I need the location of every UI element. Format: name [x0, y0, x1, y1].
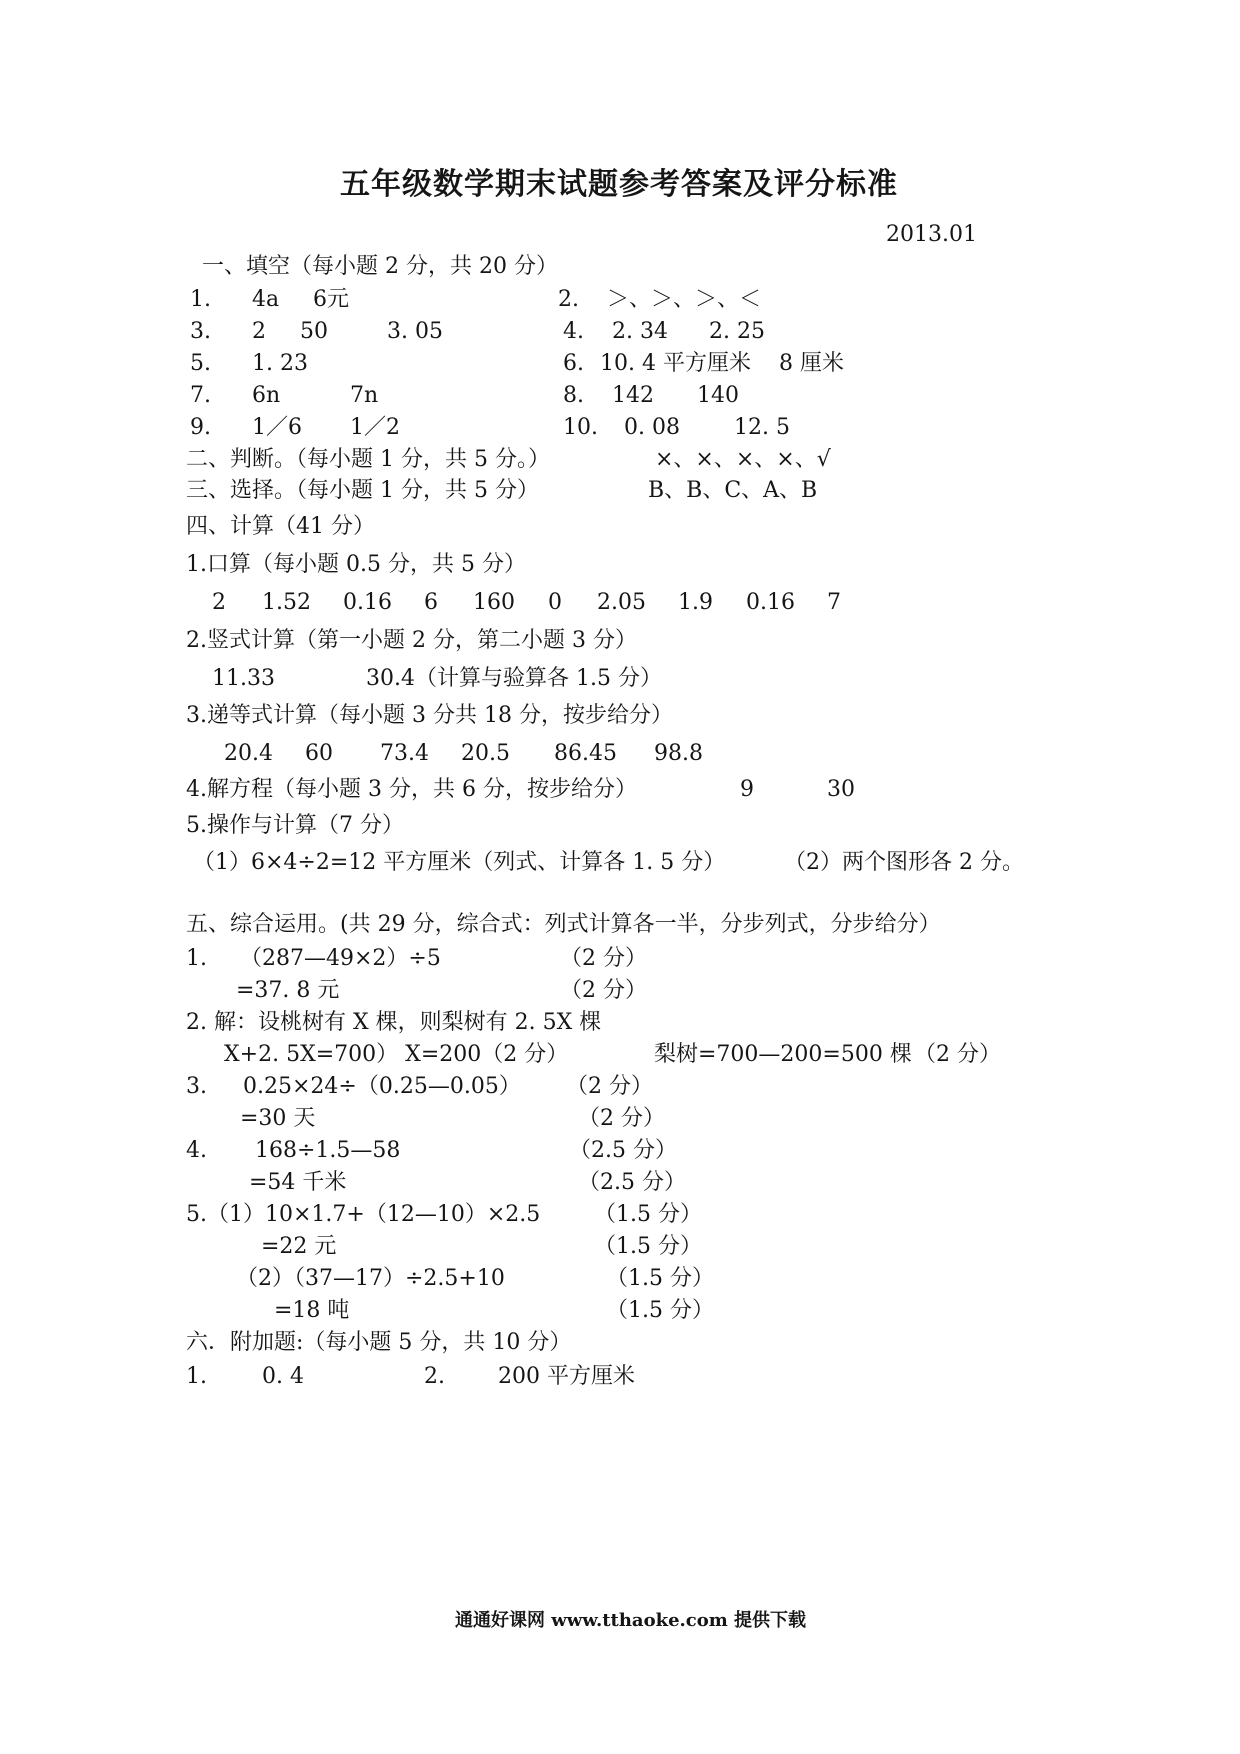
fill-2-num: 2.	[558, 287, 579, 312]
equation-answer-2: 30	[827, 777, 855, 802]
app-5-part-1-expression: 5.（1）10×1.7+（12—10）×2.5	[186, 1202, 541, 1227]
app-5-part-1-result-points: （1.5 分）	[594, 1234, 702, 1259]
app-3-expression: 0.25×24÷（0.25—0.05）	[243, 1074, 521, 1099]
fill-3-num: 3.	[190, 319, 211, 344]
operation-answer-2: （2）两个图形各 2 分。	[784, 850, 1024, 875]
bonus-2-num: 2.	[424, 1364, 445, 1389]
stepwise-calc-label: 3.递等式计算（每小题 3 分共 18 分，按步给分）	[186, 703, 673, 728]
fill-8-answer-b: 140	[697, 383, 739, 408]
app-1-result-points: （2 分）	[560, 978, 647, 1003]
app-1-expression: （287—49×2）÷5	[240, 946, 441, 971]
oral-answer: 0.16	[746, 590, 795, 615]
section-3-heading: 三、选择。（每小题 1 分，共 5 分）	[186, 478, 539, 503]
bonus-1-answer: 0. 4	[262, 1364, 304, 1389]
section-2-heading: 二、判断。（每小题 1 分，共 5 分。）	[186, 447, 550, 472]
app-5-part-2-expression: （2）（37—17）÷2.5+10	[236, 1266, 505, 1291]
section-6-heading: 六．附加题:（每小题 5 分，共 10 分）	[186, 1330, 572, 1355]
app-4-num: 4.	[186, 1138, 207, 1163]
app-4-result-points: （2.5 分）	[578, 1170, 686, 1195]
page-title: 五年级数学期末试题参考答案及评分标准	[340, 167, 898, 202]
stepwise-answer: 86.45	[554, 741, 617, 766]
section-4-heading: 四、计算（41 分）	[186, 514, 375, 539]
operation-answer-1: （1）6×4÷2=12 平方厘米（列式、计算各 1. 5 分）	[193, 850, 726, 875]
equation-answer-1: 9	[740, 777, 754, 802]
fill-6-num: 6.	[563, 351, 584, 376]
fill-4-answer-b: 2. 25	[709, 319, 765, 344]
fill-6-answer-b: 8 厘米	[779, 351, 844, 376]
stepwise-answer: 60	[305, 741, 333, 766]
section-1-heading: 一、填空（每小题 2 分，共 20 分）	[202, 254, 558, 279]
date: 2013.01	[886, 222, 977, 247]
fill-1-answer-a: 4a	[252, 287, 280, 312]
app-3-result-points: （2 分）	[578, 1106, 665, 1131]
app-5-part-2-points: （1.5 分）	[606, 1266, 714, 1291]
equation-label: 4.解方程（每小题 3 分，共 6 分，按步给分）	[186, 777, 637, 802]
app-5-part-2-result-points: （1.5 分）	[606, 1298, 714, 1323]
fill-3-answer-c: 3. 05	[387, 319, 443, 344]
fill-4-answer-a: 2. 34	[612, 319, 668, 344]
stepwise-answer: 20.5	[461, 741, 510, 766]
vertical-calc-answer-2: 30.4（计算与验算各 1.5 分）	[366, 666, 662, 691]
app-1-num: 1.	[186, 946, 207, 971]
fill-5-answer: 1. 23	[252, 351, 308, 376]
oral-calc-label: 1.口算（每小题 0.5 分，共 5 分）	[186, 552, 526, 577]
footer-note: 通通好课网 www.tthaoke.com 提供下载	[455, 1610, 807, 1631]
oral-answer: 6	[424, 590, 438, 615]
stepwise-answer: 20.4	[224, 741, 273, 766]
oral-answer: 0.16	[343, 590, 392, 615]
section-3-answers: B、B、C、A、B	[648, 478, 818, 503]
fill-4-num: 4.	[563, 319, 584, 344]
app-4-points: （2.5 分）	[569, 1138, 677, 1163]
app-5-part-1-result: =22 元	[261, 1234, 337, 1259]
fill-2-answer: ＞、＞、＞、＜	[607, 287, 762, 312]
app-2-result-points: （2 分）	[914, 1042, 1001, 1067]
app-2-setup: 2. 解：设桃树有 X 棵，则梨树有 2. 5X 棵	[186, 1010, 602, 1035]
bonus-1-num: 1.	[186, 1364, 207, 1389]
app-2-equation: X+2. 5X=700） X=200（2 分）	[224, 1042, 569, 1067]
fill-10-answer-b: 12. 5	[734, 415, 790, 440]
oral-answer: 160	[473, 590, 515, 615]
app-4-result: =54 千米	[249, 1170, 347, 1195]
fill-3-answer-a: 2	[252, 319, 266, 344]
app-3-result: =30 天	[240, 1106, 316, 1131]
app-3-points: （2 分）	[566, 1074, 653, 1099]
oral-answer: 2.05	[597, 590, 646, 615]
fill-8-answer-a: 142	[612, 383, 654, 408]
fill-1-answer-b: 6元	[313, 287, 349, 312]
fill-9-answer-b: 1／2	[350, 415, 400, 440]
fill-5-num: 5.	[190, 351, 211, 376]
app-2-result: 梨树=700—200=500 棵	[654, 1042, 912, 1067]
oral-answer: 2	[212, 590, 226, 615]
app-5-part-1-points: （1.5 分）	[594, 1202, 702, 1227]
fill-10-answer-a: 0. 08	[624, 415, 680, 440]
oral-answer: 7	[827, 590, 841, 615]
stepwise-answer: 98.8	[654, 741, 703, 766]
app-3-num: 3.	[186, 1074, 207, 1099]
fill-6-answer-a: 10. 4 平方厘米	[600, 351, 751, 376]
bonus-2-answer: 200 平方厘米	[498, 1364, 635, 1389]
operation-calc-label: 5.操作与计算（7 分）	[186, 813, 404, 838]
app-1-result: =37. 8 元	[236, 978, 340, 1003]
section-5-heading: 五、综合运用。(共 29 分，综合式：列式计算各一半，分步列式，分步给分）	[186, 912, 941, 937]
stepwise-answer: 73.4	[380, 741, 429, 766]
fill-8-num: 8.	[563, 383, 584, 408]
section-2-answers: ×、×、×、×、√	[655, 447, 831, 472]
vertical-calc-answer-1: 11.33	[212, 666, 275, 691]
app-4-expression: 168÷1.5—58	[255, 1138, 401, 1163]
fill-9-answer-a: 1／6	[252, 415, 302, 440]
app-1-points: （2 分）	[560, 946, 647, 971]
fill-7-answer-b: 7n	[350, 383, 379, 408]
fill-3-answer-b: 50	[300, 319, 328, 344]
app-5-part-2-result: =18 吨	[274, 1298, 350, 1323]
fill-7-num: 7.	[190, 383, 211, 408]
fill-10-num: 10.	[563, 415, 598, 440]
oral-answer: 1.9	[678, 590, 713, 615]
oral-answer: 0	[548, 590, 562, 615]
fill-9-num: 9.	[190, 415, 211, 440]
oral-answer: 1.52	[262, 590, 311, 615]
vertical-calc-label: 2.竖式计算（第一小题 2 分，第二小题 3 分）	[186, 628, 637, 653]
fill-7-answer-a: 6n	[252, 383, 281, 408]
fill-1-num: 1.	[190, 287, 211, 312]
